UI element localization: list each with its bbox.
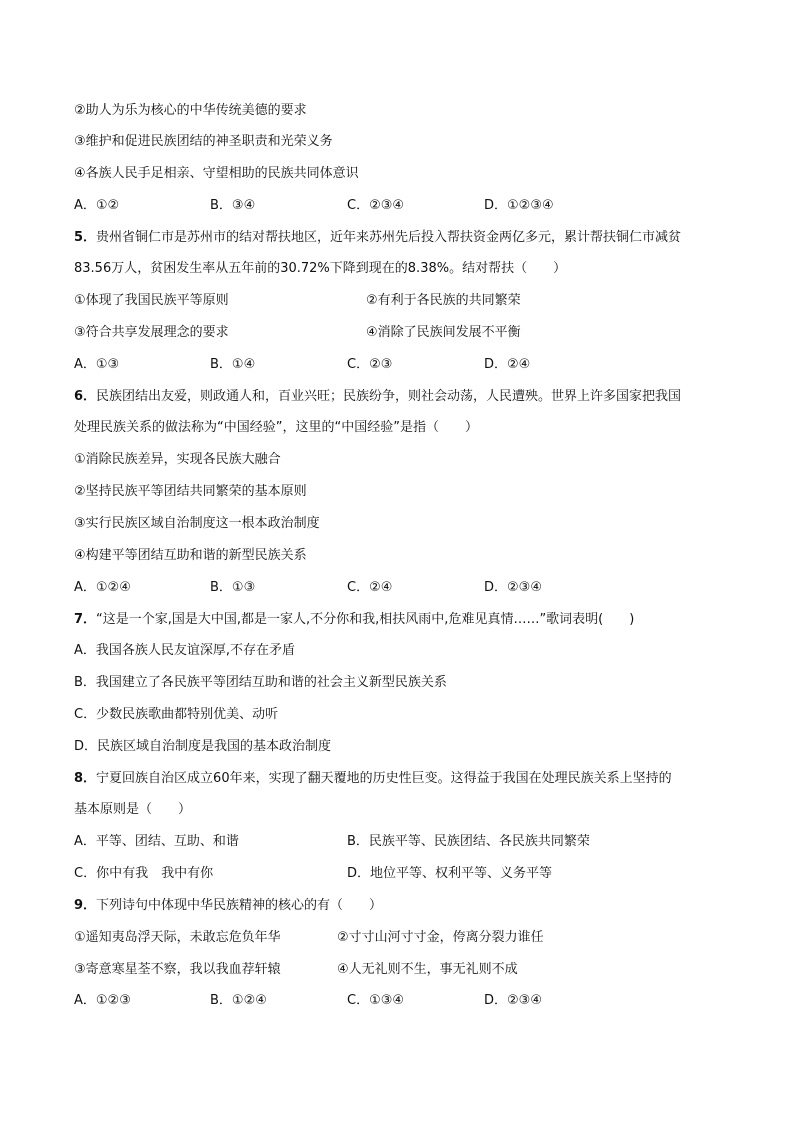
q7-option-d[interactable]: D．民族区域自治制度是我国的基本政治制度: [74, 739, 332, 754]
q6-option-b[interactable]: B．①③: [210, 580, 256, 595]
q5-stem-line1: [74, 228, 734, 248]
q6-option-d[interactable]: D．②③④: [484, 580, 542, 595]
q8-option-c[interactable]: C．你中有我 我中有你: [74, 866, 214, 881]
q6-statement-2: ②坚持民族平等团结共同繁荣的基本原则: [74, 484, 307, 499]
q4-option-a[interactable]: A．①②: [74, 198, 120, 213]
q9-option-c[interactable]: C．①③④: [347, 993, 405, 1008]
q9-option-a[interactable]: A．①②③: [74, 993, 131, 1008]
q5-option-d[interactable]: D．②④: [484, 357, 531, 372]
q6-statement-4: ④构建平等团结互助和谐的新型民族关系: [74, 548, 307, 563]
q6-stem-line1: [74, 387, 734, 407]
q9-stem: [74, 896, 734, 916]
q8-stem-line1: [74, 769, 734, 789]
q9-statement-2: ②寸寸山河寸寸金，侉离分裂力谁任: [337, 930, 544, 945]
q9-stem-text: 下列诗句中体现中华民族精神的核心的有（ ）: [96, 898, 383, 913]
q4-option-b[interactable]: B．③④: [210, 198, 256, 213]
q9-statement-3: ③寄意寒星荃不察，我以我血荐轩辕: [74, 962, 281, 977]
q6-statement-3: ③实行民族区域自治制度这一根本政治制度: [74, 516, 320, 531]
q8-stem-text: 宁夏回族自治区成立60年来，实现了翻天覆地的历史性巨变。这得益于我国在处理民族关系上坚持的: [96, 771, 672, 786]
q7-option-a[interactable]: A．我国各族人民友谊深厚,不存在矛盾: [74, 643, 296, 658]
q5-option-a[interactable]: A．①③: [74, 357, 120, 372]
q7-option-c[interactable]: C．少数民族歌曲都特别优美、动听: [74, 707, 279, 722]
q6-stem-text: 民族团结出友爱，则政通人和，百业兴旺；民族纷争，则社会动荡，人民遭殃。世界上许多国家把我国: [96, 389, 682, 404]
q7-option-b[interactable]: B．我国建立了各民族平等团结互助和谐的社会主义新型民族关系: [74, 675, 447, 690]
q6-option-a[interactable]: A．①②④: [74, 580, 131, 595]
q5-statement-2: ②有利于各民族的共同繁荣: [366, 293, 521, 308]
q5-stem-text: 贵州省铜仁市是苏州市的结对帮扶地区，近年来苏州先后投入帮扶资金两亿多元，累计帮扶铜仁市减贫: [96, 230, 682, 245]
q5-option-b[interactable]: B．①④: [210, 357, 256, 372]
q7-stem: [74, 610, 734, 630]
q9-option-b[interactable]: B．①②④: [210, 993, 267, 1008]
q9-statement-4: ④人无礼则不生，事无礼则不成: [337, 962, 518, 977]
q6-statement-1: ①消除民族差异，实现各民族大融合: [74, 452, 281, 467]
q5-option-c[interactable]: C．②③: [347, 357, 393, 372]
q4-option-d[interactable]: D．①②③④: [484, 198, 554, 213]
q8-option-d[interactable]: D．地位平等、权利平等、义务平等: [347, 866, 553, 881]
q7-number: 7．: [74, 612, 97, 627]
q8-number: 8．: [74, 771, 97, 786]
q6-option-c[interactable]: C．②④: [347, 580, 393, 595]
q4-option-c[interactable]: C．②③④: [347, 198, 405, 213]
statement-2: ②助人为乐为核心的中华传统美德的要求: [74, 103, 307, 118]
q8-option-a[interactable]: A．平等、团结、互助、和谐: [74, 834, 239, 849]
statement-3: ③维护和促进民族团结的神圣职责和光荣义务: [74, 134, 333, 149]
q8-option-b[interactable]: B．民族平等、民族团结、各民族共同繁荣: [347, 834, 590, 849]
q5-statement-4: ④消除了民族间发展不平衡: [366, 325, 521, 340]
q5-stem-line2: 83.56万人，贫困发生率从五年前的30.72%下降到现在的8.38%。结对帮扶（ ）: [74, 261, 567, 276]
q9-statement-1: ①遥知夷岛浮天际，未敢忘危负年华: [74, 930, 281, 945]
q6-stem-line2: 处理民族关系的做法称为“中国经验”，这里的“中国经验”是指（ ）: [74, 420, 478, 435]
q8-stem-line2: 基本原则是（ ）: [74, 802, 192, 817]
q5-statement-3: ③符合共享发展理念的要求: [74, 325, 229, 340]
q5-number: 5．: [74, 230, 97, 245]
q9-option-d[interactable]: D．②③④: [484, 993, 542, 1008]
q9-number: 9．: [74, 898, 97, 913]
q5-statement-1: ①体现了我国民族平等原则: [74, 293, 229, 308]
q7-stem-text: “这是一个家,国是大中国,都是一家人,不分你和我,相扶风雨中,危难见真情……”歌词表明( ): [96, 612, 635, 627]
q6-number: 6．: [74, 389, 97, 404]
statement-4: ④各族人民手足相亲、守望相助的民族共同体意识: [74, 166, 359, 181]
